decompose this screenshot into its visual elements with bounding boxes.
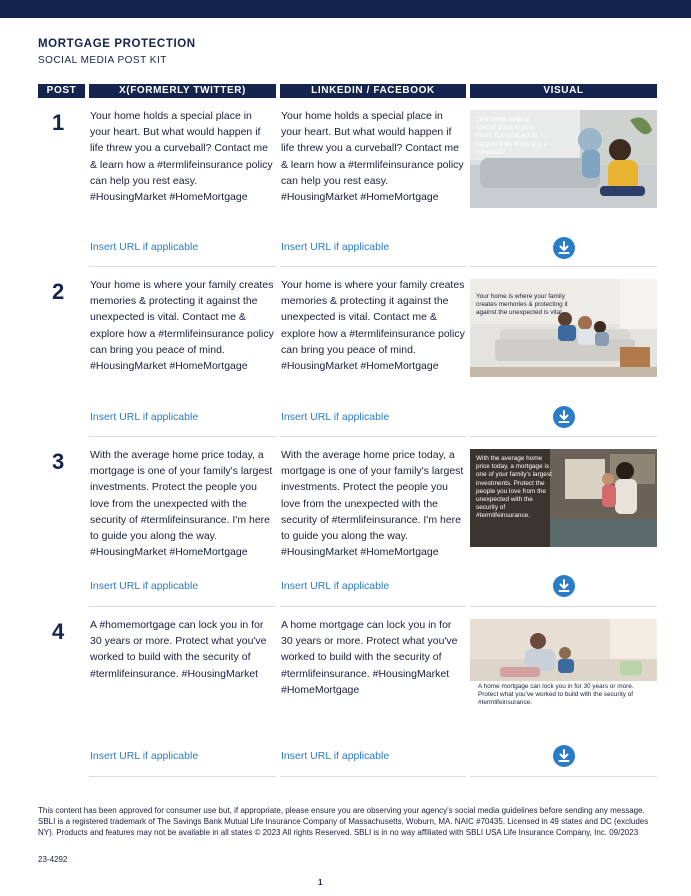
page-subtitle: SOCIAL MEDIA POST KIT (38, 55, 167, 66)
download-circle-icon (557, 241, 571, 255)
insert-url-link-linkedin[interactable]: Insert URL if applicable (281, 241, 390, 253)
download-button[interactable] (553, 745, 575, 767)
visual-caption: Your home is where your family creates memories & protecting it against the unexpected is vital. (476, 293, 568, 317)
row-separator (470, 776, 657, 777)
column-header-post: POST (38, 84, 85, 98)
post-row-3 (38, 447, 657, 607)
post-number: 3 (52, 449, 65, 474)
post-number: 1 (52, 110, 65, 135)
row-separator (89, 436, 276, 437)
row-separator (89, 266, 276, 267)
insert-url-link-x[interactable]: Insert URL if applicable (90, 750, 199, 762)
post-number: 2 (52, 279, 65, 304)
x-post-text: Your home is where your family creates memories & protecting it against the unexpected is vital. Contact me & explore how a #termlifeinsurance policy can bring you peace of mind. #HousingMarket #HomeMortgage (90, 279, 274, 373)
insert-url-link-linkedin[interactable]: Insert URL if applicable (281, 411, 390, 423)
visual-caption: A home mortgage can lock you in for 30 years or more. Protect what you've worked to build with the security of #termlifeinsurance. (478, 683, 634, 707)
post-visual-image (470, 449, 657, 547)
insert-url-link-x[interactable]: Insert URL if applicable (90, 241, 199, 253)
column-header-linkedin: LINKEDIN / FACEBOOK (280, 84, 466, 98)
download-button[interactable] (553, 237, 575, 259)
download-button[interactable] (553, 575, 575, 597)
post-visual-image (470, 279, 657, 377)
document-code: 23-4292 (38, 855, 68, 864)
insert-url-link-linkedin[interactable]: Insert URL if applicable (281, 580, 390, 592)
linkedin-post-text: Your home is where your family creates memories & protecting it against the unexpected is vital. Contact me & explore how a #termlifeinsurance policy can bring you peace of mind. #HousingMarket #HomeMortgage (281, 279, 465, 373)
row-separator (470, 266, 657, 267)
post-row-2 (38, 277, 657, 437)
post-row-4 (38, 617, 657, 777)
visual-caption: With the average home price today, a mortgage is one of your family's largest investments. Protect the people you love from the unexpected with the security of #termlifeinsurance. (476, 455, 552, 520)
post-visual-image (470, 110, 657, 208)
linkedin-post-text: Your home holds a special place in your heart. But what would happen if life threw you a curveball? Contact me & learn how a #termlifeinsurance policy can help you rest easy. #HousingMarket #HomeMortgage (281, 110, 464, 204)
column-header-x: X(FORMERLY TWITTER) (89, 84, 276, 98)
download-button[interactable] (553, 406, 575, 428)
row-separator (280, 776, 466, 777)
row-separator (280, 606, 466, 607)
download-circle-icon (557, 579, 571, 593)
visual-caption: Your home holds a special place in your heart. But what would happen if life threw you a curveball? (476, 116, 548, 156)
row-separator (89, 606, 276, 607)
linkedin-post-text: A home mortgage can lock you in for 30 years or more. Protect what you've worked to build with the security of #termlifeinsurance. #HousingMarket #HomeMortgage (281, 619, 458, 696)
row-separator (280, 436, 466, 437)
x-post-text: With the average home price today, a mortgage is one of your family's largest investments. Protect the people you love from the unexpected with the security of #termlifeinsurance. I'm here to guide you along the way. #HousingMarket #HomeMortgage (90, 449, 273, 559)
row-separator (470, 606, 657, 607)
post-row-1 (38, 108, 657, 268)
download-circle-icon (557, 749, 571, 763)
x-post-text: Your home holds a special place in your heart. But what would happen if life threw you a curveball? Contact me & learn how a #termlifeinsurance policy can help you rest easy. #HousingMarket #HomeMortgage (90, 110, 273, 204)
post-visual-image (470, 619, 657, 717)
row-separator (89, 776, 276, 777)
row-separator (280, 266, 466, 267)
footer-disclaimer: This content has been approved for consumer use but, if appropriate, please ensure you are observing your agency's social media guidelines before sending any message. SBLI is a registered trademark of The Savings Bank Mutual Life Insurance Company of Massachusetts, Woburn, MA. NAIC #70435. Licensed in 49 states and DC (excludes NY). Products and features may not be available in all states © 2023 All rights Reserved. SBLI is in no way affiliated with SBLI USA Life Insurance Company, Inc. 09/2023 (38, 806, 649, 837)
download-circle-icon (557, 410, 571, 424)
linkedin-post-text: With the average home price today, a mortgage is one of your family's largest investments. Protect the people you love from the unexpected with the security of #termlifeinsurance. I'm here to guide you along the way. #HousingMarket #HomeMortgage (281, 449, 464, 559)
column-header-visual: VISUAL (470, 84, 657, 98)
page-title: MORTGAGE PROTECTION (38, 38, 196, 50)
row-separator (470, 436, 657, 437)
post-number: 4 (52, 619, 65, 644)
insert-url-link-linkedin[interactable]: Insert URL if applicable (281, 750, 390, 762)
insert-url-link-x[interactable]: Insert URL if applicable (90, 411, 199, 423)
page-number: 1 (318, 878, 323, 887)
x-post-text: A #homemortgage can lock you in for 30 years or more. Protect what you've worked to build with the security of #termlifeinsurance. #HousingMarket (90, 619, 267, 680)
top-banner (0, 0, 691, 18)
insert-url-link-x[interactable]: Insert URL if applicable (90, 580, 199, 592)
